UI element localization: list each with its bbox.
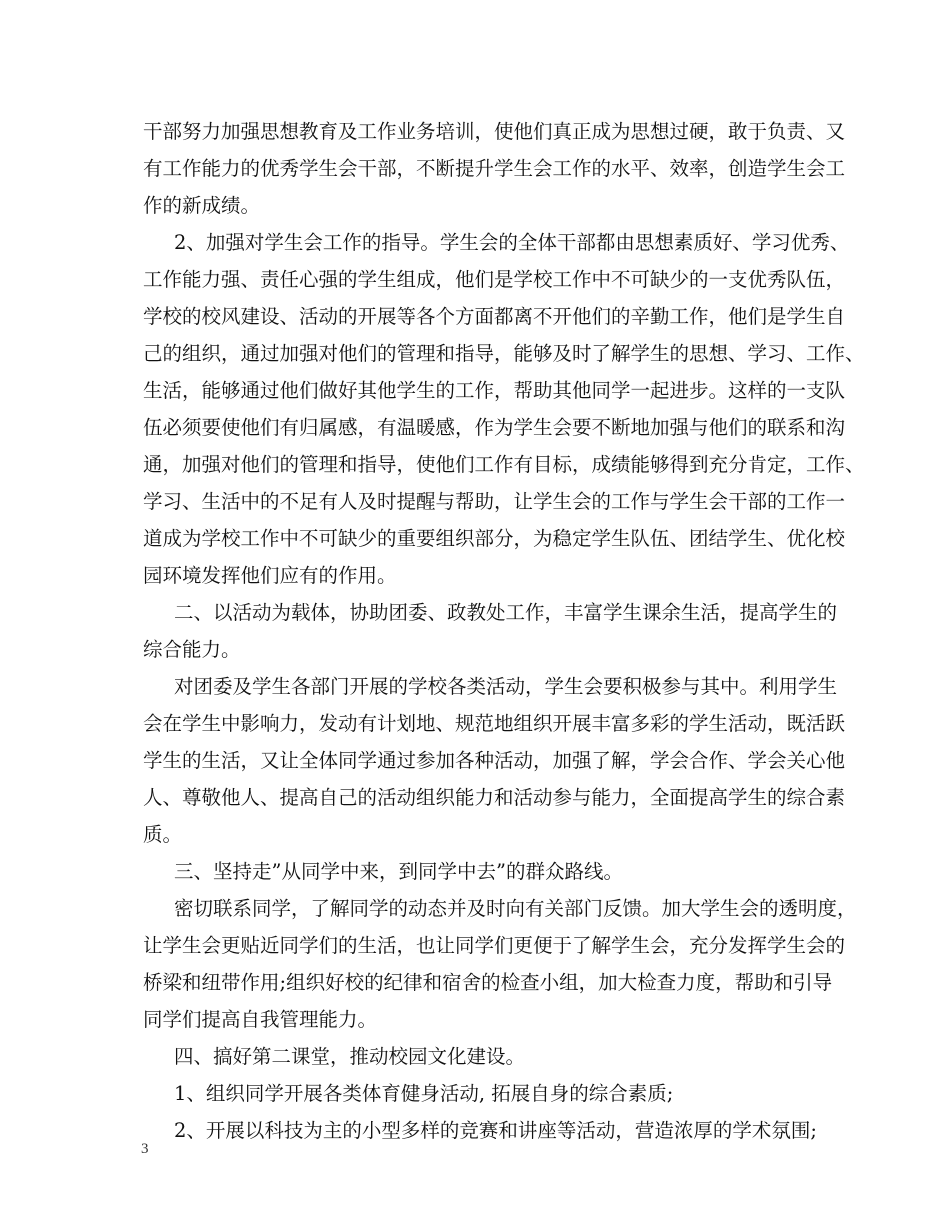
page-number: 3 — [141, 1141, 149, 1157]
text-line: 道成为学校工作中不可缺少的重要组织部分，为稳定学生队伍、团结学生、优化校 — [143, 527, 846, 550]
text-line: 四、搞好第二课堂，推动校园文化建设。 — [174, 1045, 526, 1068]
text-line: 对团委及学生各部门开展的学校各类活动，学生会要积极参与其中。利用学生 — [174, 675, 838, 698]
text-line: 有工作能力的优秀学生会干部，不断提升学生会工作的水平、效率，创造学生会工 — [143, 157, 846, 180]
text-line: 1、组织同学开展各类体育健身活动, 拓展自身的综合素质; — [174, 1082, 674, 1105]
text-line: 干部努力加强思想教育及工作业务培训，使他们真正成为思想过硬，敢于负责、又 — [143, 120, 846, 143]
text-line: 质。 — [143, 823, 183, 846]
text-line: 学生的生活，又让全体同学通过参加各种活动，加强了解，学会合作、学会关心他 — [143, 749, 846, 772]
text-line: 三、坚持走”从同学中来，到同学中去”的群众路线。 — [174, 860, 623, 883]
text-line: 密切联系同学，了解同学的动态并及时向有关部门反馈。加大学生会的透明度， — [174, 897, 857, 920]
text-line: 人、尊敬他人、提高自己的活动组织能力和活动参与能力，全面提高学生的综合素 — [143, 786, 846, 809]
text-line: 学习、生活中的不足有人及时提醒与帮助，让学生会的工作与学生会干部的工作一 — [143, 490, 846, 513]
text-line: 通，加强对他们的管理和指导，使他们工作有目标，成绩能够得到充分肯定，工作、 — [143, 453, 865, 476]
text-line: 学校的校风建设、活动的开展等各个方面都离不开他们的辛勤工作，他们是学生自 — [143, 305, 846, 328]
text-line: 生活，能够通过他们做好其他学生的工作，帮助其他同学一起进步。这样的一支队 — [143, 379, 846, 402]
text-line: 2、加强对学生会工作的指导。学生会的全体干部都由思想素质好、学习优秀、 — [174, 231, 850, 254]
text-line: 工作能力强、责任心强的学生组成，他们是学校工作中不可缺少的一支优秀队伍， — [143, 268, 846, 291]
text-line: 己的组织，通过加强对他们的管理和指导，能够及时了解学生的思想、学习、工作、 — [143, 342, 865, 365]
text-line: 伍必须要使他们有归属感，有温暖感，作为学生会要不断地加强与他们的联系和沟 — [143, 416, 846, 439]
text-line: 让学生会更贴近同学们的生活，也让同学们更便于了解学生会，充分发挥学生会的 — [143, 934, 846, 957]
text-line: 会在学生中影响力，发动有计划地、规范地组织开展丰富多彩的学生活动，既活跃 — [143, 712, 846, 735]
text-line: 桥梁和纽带作用;组织好校的纪律和宿舍的检查小组，加大检查力度，帮助和引导 — [143, 971, 833, 994]
text-line: 2、开展以科技为主的小型多样的竞赛和讲座等活动，营造浓厚的学术氛围; — [174, 1119, 817, 1142]
text-line: 作的新成绩。 — [143, 194, 261, 217]
text-line: 园环境发挥他们应有的作用。 — [143, 564, 397, 587]
text-line: 二、以活动为载体，协助团委、政教处工作，丰富学生课余生活，提高学生的 — [174, 601, 838, 624]
text-line: 综合能力。 — [143, 638, 241, 661]
text-line: 同学们提高自我管理能力。 — [143, 1008, 378, 1031]
document-body — [143, 113, 865, 1149]
